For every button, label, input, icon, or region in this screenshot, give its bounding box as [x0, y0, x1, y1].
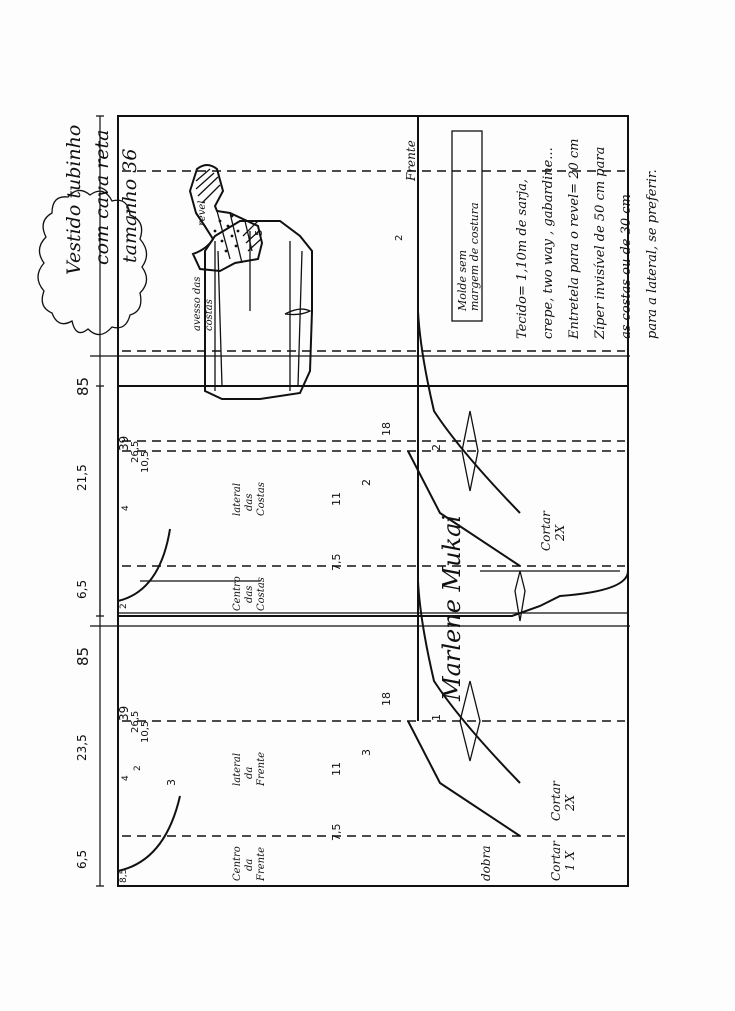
front-dart-num: 3: [360, 749, 373, 756]
back-shoulder-drop: 4: [121, 505, 131, 511]
back-side-label-2: das: [244, 493, 255, 511]
front-side-label-2: da: [244, 766, 255, 779]
back-center-label-3: Costas: [256, 577, 267, 611]
front-cut-side-2: 2X: [563, 794, 577, 811]
front-length-waist: 39: [117, 705, 131, 721]
front-side-label-1: lateral: [232, 752, 243, 786]
back-hip-depth: 18: [380, 422, 393, 436]
back-neck-width: 6,5: [75, 579, 89, 599]
signature: Marlene Mukai: [438, 514, 466, 701]
front-dart-side-width: 11: [330, 762, 343, 776]
front-fold: dobra: [479, 845, 493, 881]
front-sketch-label: Frente: [404, 140, 418, 181]
materials-line6: para a lateral, se preferir.: [645, 169, 660, 339]
front-side-label-3: Frente: [256, 751, 267, 786]
back-cut-1: Cortar: [539, 511, 553, 551]
materials-line4: Zíper invisível de 50 cm para: [593, 146, 608, 339]
back-sketch-label-1: avesso das: [192, 276, 203, 331]
front-pattern: [74, 386, 630, 886]
back-total-length: 85: [74, 376, 92, 396]
front-shoulder-mark: 2: [133, 765, 143, 771]
back-center-label-2: das: [244, 585, 255, 603]
back-dart-side-width: 11: [330, 492, 343, 506]
front-center-label-3: Frente: [256, 846, 267, 881]
back-center-label-1: Centro: [232, 576, 243, 611]
title-cloud: [38, 125, 147, 335]
back-side-label-3: Costas: [256, 482, 267, 516]
front-bust-num: 3: [165, 779, 178, 786]
seam-allowance-note: [452, 131, 482, 321]
title-line3: tamanho 36: [119, 148, 141, 263]
materials-line3: Entretela para o revel= 20 cm: [567, 138, 582, 339]
materials-line2: crepe, two way , gabardine...: [541, 147, 556, 339]
front-center-label-2: da: [244, 858, 255, 871]
title-line2: com cava reta: [91, 129, 113, 265]
front-neck-width: 6,5: [75, 849, 89, 869]
back-side-label-1: lateral: [232, 482, 243, 516]
note-line1: Molde sem: [456, 249, 469, 311]
front-neck-drop: 8,5: [119, 868, 129, 883]
front-hip-depth: 18: [380, 692, 393, 706]
title-line1: Vestido tubinho: [63, 124, 85, 275]
note-line2: margem de costura: [468, 202, 481, 311]
back-bust-line: 26,5: [130, 440, 141, 463]
front-shoulder-drop: 4: [121, 775, 131, 781]
front-dart-center-width: 7,5: [330, 823, 343, 841]
front-dress-sketch: [190, 140, 418, 271]
back-hem-num: 2: [430, 444, 443, 451]
front-hem-num: 1: [430, 714, 443, 721]
back-dart-center-width: 7,5: [330, 553, 343, 571]
back-neck-drop: 2: [119, 603, 129, 609]
front-bust-line: 26,5: [130, 710, 141, 733]
facing-label: revel: [197, 200, 208, 226]
facing-number-1: 5: [254, 229, 265, 236]
materials-line1: Tecido= 1,10m de sarja,: [515, 178, 530, 339]
facing-number-2: 2: [394, 234, 405, 241]
materials-line5: as costas ou de 30 cm: [619, 194, 634, 339]
back-top-width: 21,5: [75, 464, 89, 491]
front-center-label-1: Centro: [232, 846, 243, 881]
back-dress-sketch: [192, 201, 405, 399]
back-sketch-label-2: costas: [204, 299, 215, 331]
front-cut-center-1: Cortar: [549, 841, 563, 881]
front-cut-side-1: Cortar: [549, 781, 563, 821]
back-cut-2: 2X: [553, 524, 567, 541]
front-cut-center-2: 1 X: [563, 851, 577, 871]
front-total-length: 85: [74, 646, 92, 666]
back-dart-num: 2: [360, 479, 373, 486]
front-top-width: 23,5: [75, 734, 89, 761]
back-armhole-depth: 10,5: [140, 450, 151, 473]
back-length-waist: 39: [117, 435, 131, 451]
front-armhole-depth: 10,5: [140, 720, 151, 743]
materials-text: [515, 139, 660, 341]
